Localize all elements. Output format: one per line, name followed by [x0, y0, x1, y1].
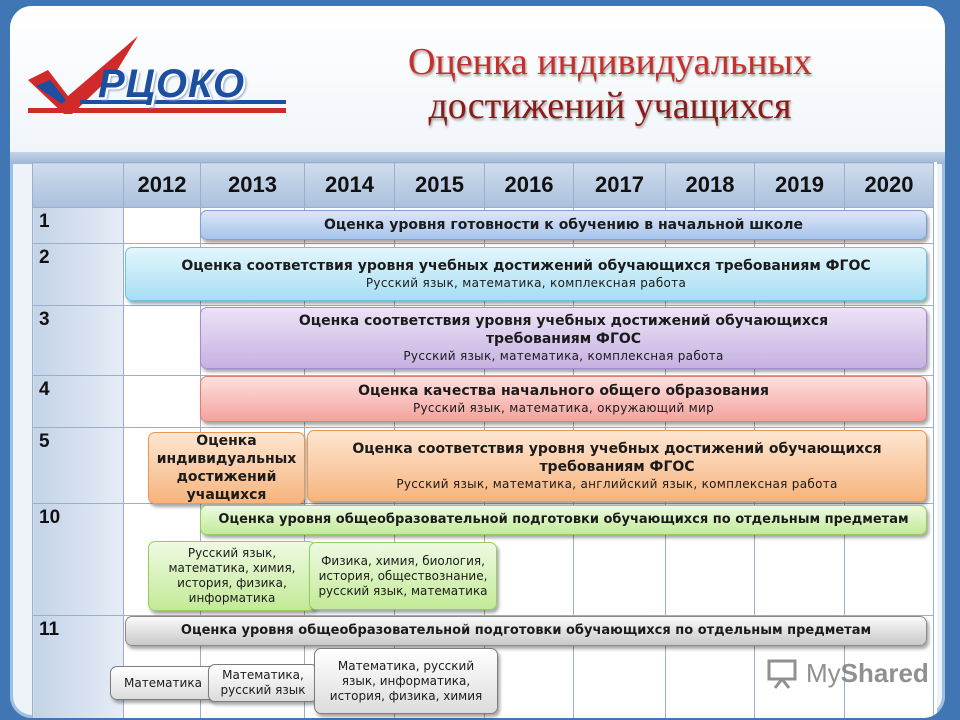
bar-line-1: Математика,	[222, 668, 304, 682]
year-header: 2018	[666, 163, 755, 208]
grade11-subjects-2013	[208, 664, 318, 702]
grade-label: 3	[33, 306, 124, 376]
presentation-icon	[766, 656, 800, 690]
year-header: 2017	[574, 163, 666, 208]
grade5-individual-bar	[148, 432, 305, 504]
bar-line-2: индивидуальных	[156, 451, 297, 467]
year-header: 2016	[485, 163, 574, 208]
watermark-text	[806, 658, 929, 689]
grade11-subjects-2012	[110, 666, 216, 700]
bar-line-1: Математика, русский	[337, 658, 475, 673]
title-line-2: достижений учащихся	[428, 85, 792, 127]
bar-line-2: математика, химия,	[168, 561, 296, 575]
bar-line-4: учащихся	[186, 487, 267, 503]
bar-line-2: язык, информатика,	[341, 673, 471, 688]
bar-title: Оценка уровня общеобразовательной подготовки обучающихся по отдельным предметам	[180, 623, 872, 638]
grade-label: 10	[33, 504, 124, 616]
logo-text: РЦОКО	[98, 62, 246, 106]
rcoko-logo	[20, 30, 300, 120]
year-header-row	[33, 163, 934, 208]
year-header: 2015	[395, 163, 485, 208]
bar-subjects: Русский язык, математика, комплексная работа	[365, 276, 687, 290]
grade10-subjects-2014	[309, 542, 497, 610]
grade-label: 1	[33, 208, 124, 244]
bar-line-4: информатика	[188, 591, 276, 605]
bar-label: Математика	[124, 675, 202, 690]
bar-line-3: история, физика,	[177, 576, 287, 590]
bar-subjects: Русский язык, математика, английский язык, комплексная работа	[396, 477, 838, 491]
year-header: 2014	[305, 163, 395, 208]
year-header: 2012	[124, 163, 201, 208]
year-header: 2019	[755, 163, 845, 208]
bar-line-3: достижений	[176, 469, 277, 485]
watermark-text-a: My	[806, 658, 841, 688]
bar-title-line-1: Оценка соответствия уровня учебных достижений обучающихся	[352, 441, 882, 457]
grade-label: 2	[33, 244, 124, 306]
bar-title: Оценка уровня общеобразовательной подготовки обучающихся по отдельным предметам	[218, 512, 909, 527]
watermark-text-b: Shared	[840, 658, 929, 688]
year-header: 2013	[201, 163, 305, 208]
bar-subjects: Русский язык, математика, окружающий мир	[412, 401, 715, 415]
page-title	[310, 40, 910, 128]
grade1-readiness-bar	[200, 210, 927, 240]
bar-line-2: история, обществознание,	[318, 568, 488, 583]
grade11-subjects-bar	[125, 616, 927, 646]
bar-title-line-2: требованиям ФГОС	[539, 459, 695, 475]
bar-subjects: Русский язык, математика, комплексная работа	[403, 349, 724, 363]
bar-title-line-2: требованиям ФГОС	[485, 331, 642, 347]
grade3-fgos-bar	[200, 307, 927, 369]
header-corner-cell	[33, 163, 124, 208]
grade10-subjects-2013	[148, 541, 316, 611]
bar-line-2: русский язык	[220, 683, 306, 697]
bar-title: Оценка уровня готовности к обучению в начальной школе	[323, 217, 804, 233]
grade2-fgos-bar	[125, 247, 927, 301]
bar-line-1: Физика, химия, биология,	[321, 553, 485, 568]
bar-title-line-1: Оценка соответствия уровня учебных достижений обучающихся	[298, 313, 829, 329]
slide-header	[10, 6, 945, 152]
grade4-quality-bar	[200, 376, 927, 422]
bar-line-1: Оценка	[196, 433, 257, 449]
year-header: 2020	[845, 163, 934, 208]
bar-line-3: русский язык, математика	[318, 583, 488, 598]
bar-title: Оценка соответствия уровня учебных достижений обучающихся требованиям ФГОС	[181, 258, 871, 274]
grade11-subjects-2014	[314, 648, 498, 714]
myshared-watermark	[766, 654, 929, 694]
grade10-subjects-bar	[200, 505, 927, 535]
bar-line-1: Русский язык,	[187, 546, 277, 560]
grade-label: 5	[33, 428, 124, 504]
grade5-fgos-bar	[307, 430, 927, 502]
grade-label: 11	[33, 616, 124, 719]
bar-title: Оценка качества начального общего образования	[358, 383, 769, 399]
grade-label: 4	[33, 376, 124, 428]
title-line-1: Оценка индивидуальных	[407, 41, 813, 83]
bar-line-3: история, физика, химия	[329, 688, 483, 703]
